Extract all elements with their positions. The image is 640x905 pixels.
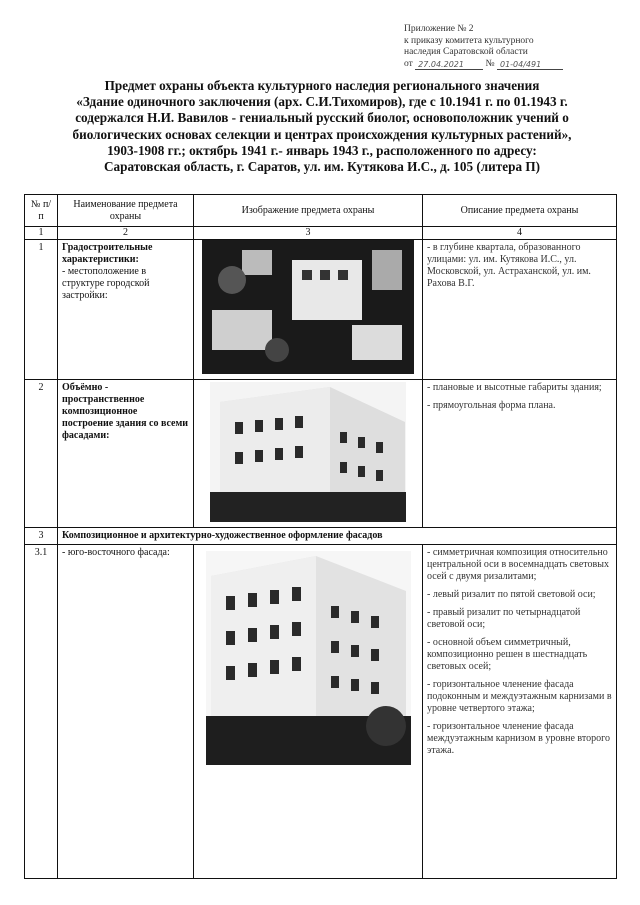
column-number: 3 (194, 227, 423, 240)
header-num: № п/п (25, 195, 58, 227)
facade-photo-image (206, 551, 411, 765)
row-name-cell (58, 239, 194, 379)
number-prefix: № (485, 58, 495, 69)
row-name-text: - местоположение в структуре городской застройки: (62, 265, 150, 301)
column-number: 4 (423, 227, 617, 240)
row-description-cell (423, 544, 617, 878)
column-number: 1 (25, 227, 58, 240)
row-number: 1 (25, 239, 58, 379)
row-number: 3 (25, 527, 58, 544)
title-line: 1903-1908 гг.; октябрь 1941 г.- январь 1943 г., расположенного по адресу: (107, 142, 537, 158)
description-item: - горизонтальное членение фасада подоконным и междуэтажным карнизами в уровне четвертого этажа; (427, 678, 612, 714)
row-description-cell (423, 239, 617, 379)
title-line: содержался Н.И. Вавилов - гениальный русский биолог, основоположник учений о (75, 110, 569, 126)
handwritten-date: 27.04.2021 (415, 59, 483, 70)
description-item: - левый ризалит по пятой световой оси; (427, 588, 596, 600)
row-image-cell (194, 239, 423, 379)
committee-name-line: наследия Саратовской области (404, 47, 528, 57)
table-row (25, 379, 617, 527)
description-item: - в глубине квартала, образованного улицами: ул. им. Кутякова И.С., ул. Московской, ул. Астраханской, ул. им. Рахова В.Г. (427, 241, 591, 289)
description-item: - правый ризалит по четырнадцатой световой оси; (427, 606, 581, 630)
row-number: 3.1 (25, 544, 58, 878)
row-number: 2 (25, 379, 58, 527)
title-line: биологических основах селекции и центрах происхождения культурных растений», (72, 126, 572, 142)
handwritten-number: 01-04/491 (497, 59, 563, 70)
column-number-row (25, 227, 617, 240)
document-title (30, 78, 614, 175)
column-number: 2 (58, 227, 194, 240)
table-header-row (25, 195, 617, 227)
table-row (25, 239, 617, 379)
title-line: Предмет охраны объекта культурного наследия регионального значения (104, 78, 540, 93)
date-prefix: от (404, 58, 413, 69)
description-item: - горизонтальное членение фасада междуэтажным карнизом в уровне второго этажа. (427, 720, 610, 756)
row-name-bold: Объёмно - пространственное композиционное построение здания со всеми фасадами: (58, 379, 194, 527)
description-item: - плановые и высотные габариты здания; (427, 381, 602, 393)
description-item: - симметричная композиция относительно центральной оси в восемнадцать световых осей с двумя ризалитами; (427, 546, 609, 582)
row-image-cell (194, 544, 423, 878)
header-name: Наименование предмета охраны (58, 195, 194, 227)
date-number-line (404, 59, 614, 71)
header-image: Изображение предмета охраны (194, 195, 423, 227)
building-photo-image (210, 382, 406, 522)
description-item: - основной объем симметричный, композиционно решен в шестнадцать световых осей; (427, 636, 588, 672)
section-row (25, 527, 617, 544)
order-reference-line: к приказу комитета культурного (404, 35, 534, 46)
title-line: «Здание одиночного заключения (арх. С.И.Тихомиров), где с 10.1941 г. по 01.1943 г. (76, 94, 568, 110)
section-title: Композиционное и архитектурно-художественное оформление фасадов (58, 527, 617, 544)
row-name-text: - юго-восточного фасада: (58, 544, 194, 878)
protection-subject-table (24, 194, 617, 879)
appendix-label: Приложение № 2 (404, 24, 474, 34)
aerial-photo-image (202, 240, 414, 374)
title-line: Саратовская область, г. Саратов, ул. им. Кутякова И.С., д. 105 (литера П) (104, 159, 540, 175)
description-item: - прямоугольная форма плана. (427, 399, 556, 411)
row-image-cell (194, 379, 423, 527)
table-row (25, 544, 617, 878)
row-description-cell (423, 379, 617, 527)
row-name-bold: Градостроительные характеристики: (62, 241, 153, 265)
document-header (404, 24, 614, 70)
header-description: Описание предмета охраны (423, 195, 617, 227)
